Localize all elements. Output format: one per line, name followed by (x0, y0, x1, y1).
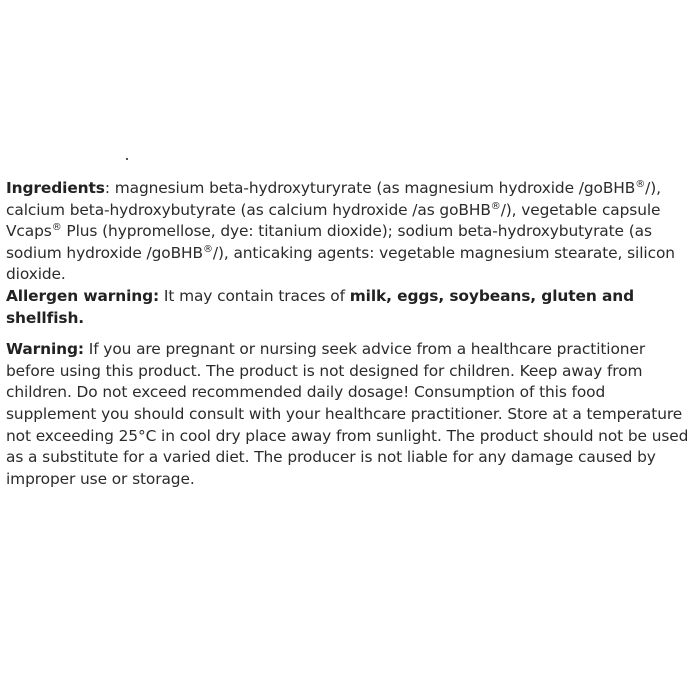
registered-mark: ® (490, 200, 501, 212)
ingredients-text-5: /), anticaking agents: vegetable magnesium stearate, silicon dioxide. (6, 243, 675, 284)
stray-dot (126, 158, 128, 160)
registered-mark: ® (202, 243, 213, 255)
ingredients-paragraph (6, 178, 696, 286)
ingredients-text-1: : magnesium beta-hydroxyturyrate (as magnesium hydroxide /goBHB (104, 179, 636, 197)
warning-text: If you are pregnant or nursing seek advice from a healthcare practitioner before using this product. The product is not designed for children. Keep away from children. Do not exceed recommended daily dosage! Consumption of this food supplement you should consult with your healthcare practitioner. Store at a temperature not exceeding 25°C in cool dry place away from sunlight. The product should not be used as a substitute for a varied diet. The producer is not liable for any damage caused by improper use or storage. (6, 340, 689, 488)
warning-label: Warning: (6, 340, 84, 359)
allergen-label: Allergen warning: (6, 286, 160, 305)
ingredients-text-3: /), vegetable capsule Vcaps (6, 200, 661, 241)
ingredients-text-4: Plus (hypromellose, dye: titanium dioxide); sodium beta-hydroxybutyrate (as sodium hydroxide /goBHB (6, 222, 652, 262)
ingredients-label: Ingredients (6, 179, 105, 197)
allergen-text: It may contain traces of (159, 286, 350, 305)
registered-mark: ® (635, 179, 646, 190)
product-label-text (6, 178, 696, 490)
warning-paragraph (6, 339, 696, 490)
ingredients-text-2: /), calcium beta-hydroxybutyrate (as calcium hydroxide /as goBHB (6, 179, 661, 219)
allergen-items: milk, eggs, soybeans, gluten and shellfish. (6, 286, 635, 327)
allergen-paragraph (6, 286, 696, 329)
registered-mark: ® (51, 222, 62, 234)
